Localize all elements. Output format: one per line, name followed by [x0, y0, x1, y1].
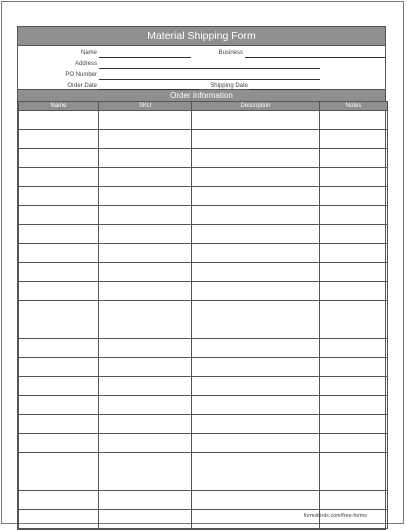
business-field[interactable]: [245, 57, 385, 58]
table-row: [19, 434, 388, 453]
name-cell[interactable]: [19, 358, 99, 377]
sku-cell[interactable]: [99, 263, 192, 282]
order-date-field[interactable]: [99, 89, 199, 90]
notes-cell[interactable]: [320, 149, 388, 168]
order-date-label: Order Date: [67, 83, 97, 89]
table-row: [19, 168, 388, 187]
column-header-notes: Notes: [320, 102, 388, 111]
description-cell[interactable]: [192, 282, 320, 301]
sku-cell[interactable]: [99, 282, 192, 301]
notes-cell[interactable]: [320, 491, 388, 510]
name-cell[interactable]: [19, 111, 99, 130]
description-cell[interactable]: [192, 434, 320, 453]
description-cell[interactable]: [192, 339, 320, 358]
notes-cell[interactable]: [320, 358, 388, 377]
name-cell[interactable]: [19, 434, 99, 453]
shipping-date-field[interactable]: [250, 89, 320, 90]
name-cell[interactable]: [19, 244, 99, 263]
description-cell[interactable]: [192, 491, 320, 510]
notes-cell[interactable]: [320, 130, 388, 149]
column-header-sku: SKU: [99, 102, 192, 111]
description-cell[interactable]: [192, 415, 320, 434]
description-cell[interactable]: [192, 244, 320, 263]
table-row: [19, 111, 388, 130]
name-cell[interactable]: [19, 396, 99, 415]
description-cell[interactable]: [192, 225, 320, 244]
header-fields: [18, 46, 385, 89]
name-cell[interactable]: [19, 339, 99, 358]
table-row: [19, 130, 388, 149]
notes-cell[interactable]: [320, 168, 388, 187]
sku-cell[interactable]: [99, 168, 192, 187]
name-cell[interactable]: [19, 168, 99, 187]
notes-cell[interactable]: [320, 206, 388, 225]
name-cell[interactable]: [19, 206, 99, 225]
sku-cell[interactable]: [99, 130, 192, 149]
name-cell[interactable]: [19, 415, 99, 434]
sku-cell[interactable]: [99, 358, 192, 377]
notes-cell[interactable]: [320, 187, 388, 206]
table-row: [19, 491, 388, 510]
sku-cell[interactable]: [99, 491, 192, 510]
name-cell[interactable]: [19, 187, 99, 206]
notes-cell[interactable]: [320, 434, 388, 453]
description-cell[interactable]: [192, 301, 320, 339]
notes-cell[interactable]: [320, 339, 388, 358]
table-row: [19, 263, 388, 282]
sku-cell[interactable]: [99, 396, 192, 415]
name-cell[interactable]: [19, 491, 99, 510]
form-page: [1, 1, 404, 524]
name-cell[interactable]: [19, 377, 99, 396]
table-row: [19, 149, 388, 168]
table-row: [19, 396, 388, 415]
address-label: Address: [74, 61, 97, 67]
notes-cell[interactable]: [320, 244, 388, 263]
notes-cell[interactable]: [320, 225, 388, 244]
table-row: [19, 282, 388, 301]
description-cell[interactable]: [192, 510, 320, 529]
sku-cell[interactable]: [99, 149, 192, 168]
sku-cell[interactable]: [99, 434, 192, 453]
description-cell[interactable]: [192, 453, 320, 491]
table-row: [19, 301, 388, 339]
po-number-field[interactable]: [99, 79, 320, 80]
description-cell[interactable]: [192, 358, 320, 377]
sku-cell[interactable]: [99, 339, 192, 358]
table-row: [19, 415, 388, 434]
name-field[interactable]: [99, 57, 191, 58]
address-field[interactable]: [99, 68, 320, 69]
column-header-name: Name: [19, 102, 99, 111]
name-cell[interactable]: [19, 510, 99, 529]
sku-cell[interactable]: [99, 453, 192, 491]
description-cell[interactable]: [192, 149, 320, 168]
table-row: [19, 358, 388, 377]
order-rows: [19, 111, 388, 529]
notes-cell[interactable]: [320, 282, 388, 301]
order-information-header: Order Information: [18, 89, 385, 101]
sku-cell[interactable]: [99, 111, 192, 130]
description-cell[interactable]: [192, 130, 320, 149]
name-label: Name: [80, 50, 97, 56]
table-row: [19, 225, 388, 244]
name-cell[interactable]: [19, 225, 99, 244]
sku-cell[interactable]: [99, 377, 192, 396]
table-header-row: [19, 102, 388, 111]
notes-cell[interactable]: [320, 453, 388, 491]
notes-cell[interactable]: [320, 111, 388, 130]
description-cell[interactable]: [192, 377, 320, 396]
table-row: [19, 453, 388, 491]
name-cell[interactable]: [19, 263, 99, 282]
name-cell[interactable]: [19, 301, 99, 339]
notes-cell[interactable]: [320, 396, 388, 415]
description-cell[interactable]: [192, 111, 320, 130]
name-cell[interactable]: [19, 282, 99, 301]
po-number-label: PO Number: [65, 72, 97, 78]
notes-cell[interactable]: [320, 377, 388, 396]
description-cell[interactable]: [192, 263, 320, 282]
description-cell[interactable]: [192, 396, 320, 415]
shipping-date-label: Shipping Date: [210, 83, 248, 89]
table-row: [19, 377, 388, 396]
notes-cell[interactable]: [320, 263, 388, 282]
table-row: [19, 206, 388, 225]
column-header-description: Description: [192, 102, 320, 111]
name-cell[interactable]: [19, 130, 99, 149]
sku-cell[interactable]: [99, 510, 192, 529]
form-title: Material Shipping Form: [18, 27, 385, 46]
sku-cell[interactable]: [99, 301, 192, 339]
notes-cell[interactable]: [320, 415, 388, 434]
table-row: [19, 187, 388, 206]
notes-cell[interactable]: [320, 301, 388, 339]
sku-cell[interactable]: [99, 225, 192, 244]
shipping-form: [17, 26, 386, 530]
description-cell[interactable]: [192, 168, 320, 187]
sku-cell[interactable]: [99, 415, 192, 434]
footer-url: formsbirds.com/free-forms: [303, 513, 367, 519]
sku-cell[interactable]: [99, 206, 192, 225]
name-cell[interactable]: [19, 149, 99, 168]
business-label: Business: [218, 50, 243, 56]
description-cell[interactable]: [192, 206, 320, 225]
name-cell[interactable]: [19, 453, 99, 491]
table-row: [19, 339, 388, 358]
sku-cell[interactable]: [99, 244, 192, 263]
order-table: [18, 101, 388, 529]
table-row: [19, 244, 388, 263]
sku-cell[interactable]: [99, 187, 192, 206]
description-cell[interactable]: [192, 187, 320, 206]
